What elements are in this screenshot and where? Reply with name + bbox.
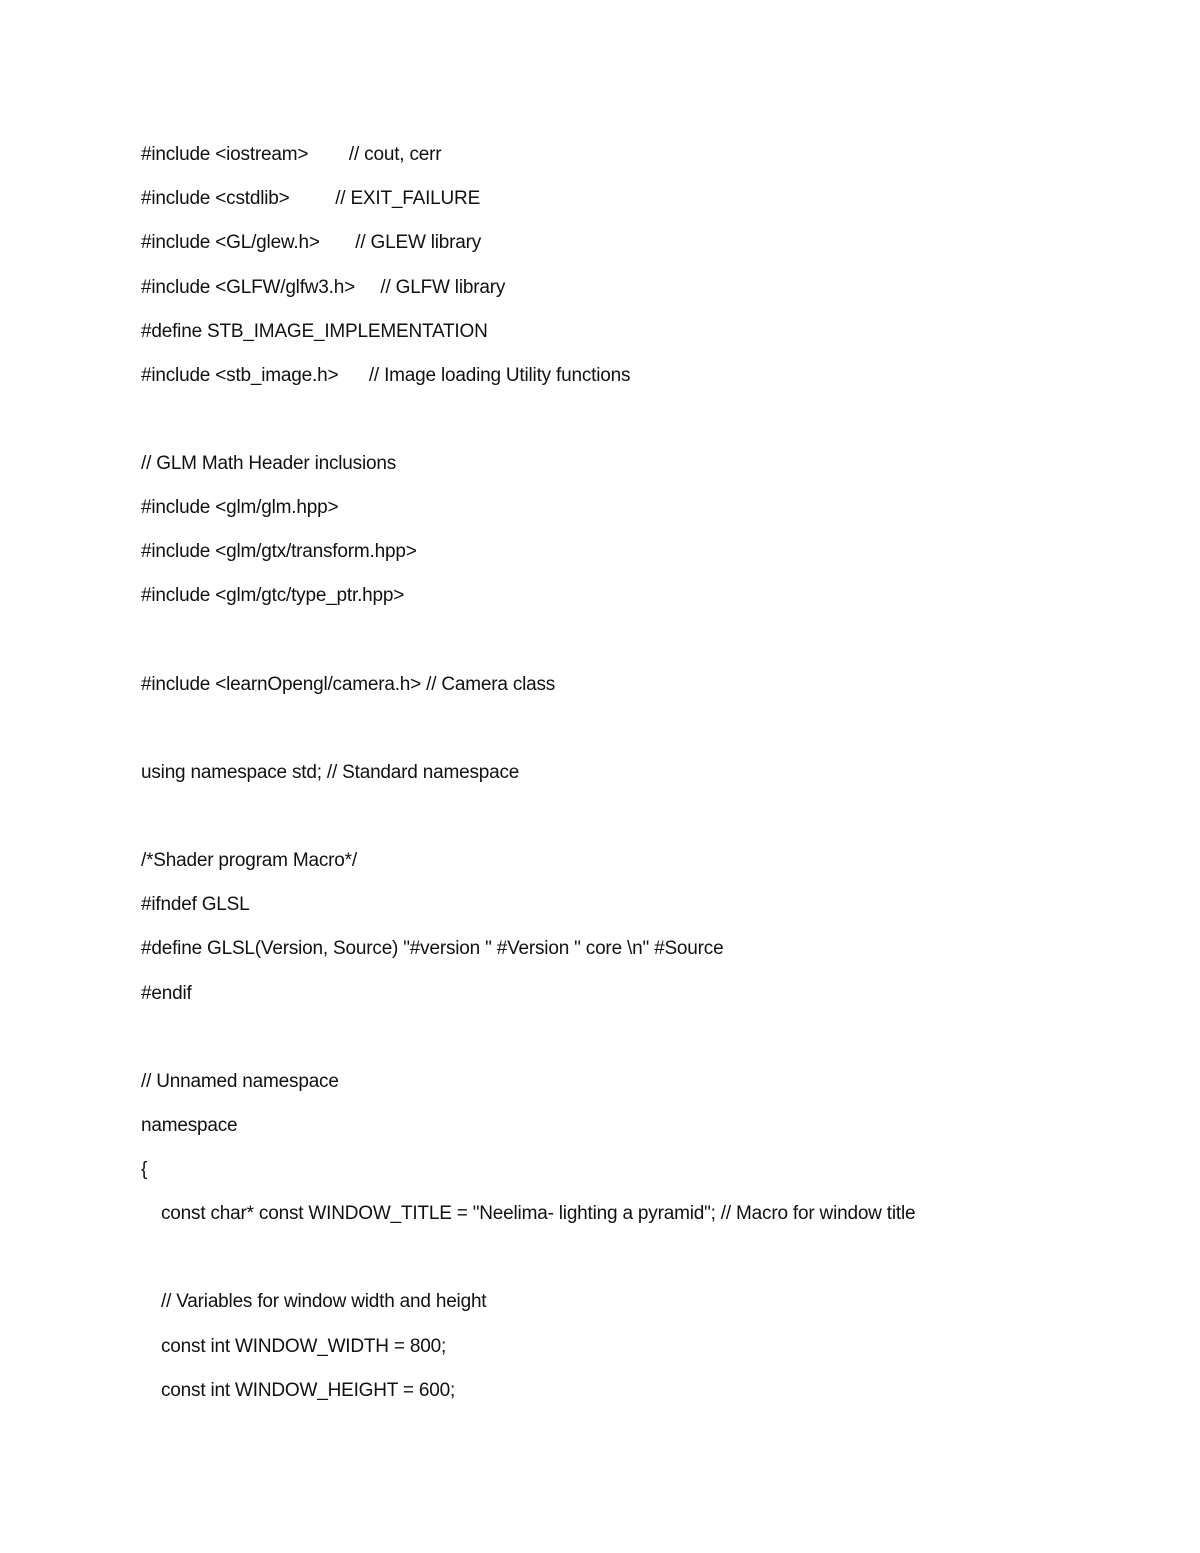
code-comment: // Variables for window width and height [161,1291,487,1312]
code-line: #include <GLFW/glfw3.h> // GLFW library [141,277,506,298]
code-comment: // Unnamed namespace [141,1071,339,1092]
code-comment: /*Shader program Macro*/ [141,850,357,871]
code-line: #include <learnOpengl/camera.h> // Camera class [141,674,556,695]
code-line: const int WINDOW_WIDTH = 800; [161,1336,447,1357]
code-line: #include <GL/glew.h> // GLEW library [141,232,482,253]
code-line: #define STB_IMAGE_IMPLEMENTATION [141,321,488,342]
code-line: #endif [141,983,192,1004]
code-line: using namespace std; // Standard namespace [141,762,520,783]
code-line: #define GLSL(Version, Source) "#version " #Version " core \n" #Source [141,938,724,959]
code-line: namespace [141,1115,238,1136]
code-line: const int WINDOW_HEIGHT = 600; [161,1380,456,1401]
code-line: #ifndef GLSL [141,894,250,915]
code-line: { [141,1159,148,1180]
code-comment: // GLM Math Header inclusions [141,453,397,474]
code-line: #include <stb_image.h> // Image loading Utility functions [141,365,631,386]
code-line: #include <cstdlib> // EXIT_FAILURE [141,188,481,209]
code-line: #include <glm/gtx/transform.hpp> [141,541,417,562]
code-line: #include <iostream> // cout, cerr [141,144,442,165]
code-line: const char* const WINDOW_TITLE = "Neelima- lighting a pyramid"; // Macro for window title [161,1203,916,1224]
code-line: #include <glm/gtc/type_ptr.hpp> [141,585,405,606]
code-line: #include <glm/glm.hpp> [141,497,339,518]
